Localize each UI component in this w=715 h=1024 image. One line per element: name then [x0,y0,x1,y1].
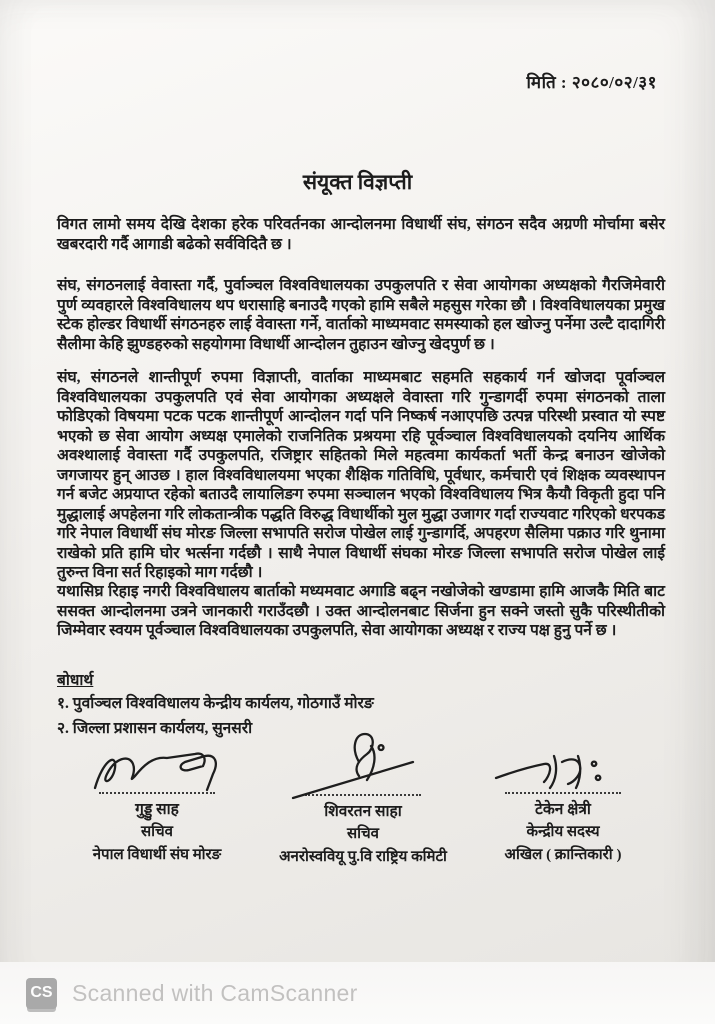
signatory-name: टेकेन क्षेत्री [535,801,591,818]
signatory-title: सचिव [347,826,379,842]
signatory-org: अखिल ( क्रान्तिकारी ) [504,847,622,863]
cc-heading: बोधार्थ [57,672,94,689]
page-title: संयूक्त विज्ञप्ती [302,170,413,194]
signature-3-scribble-icon [478,742,648,798]
signature-3-line [505,792,621,794]
cc-item-1: १. पुर्वाञ्चल विश्वविधालय केन्द्रीय कार्यलय, गोठगाउँ मोरङ [57,695,374,712]
cc-item-2: २. जिल्ला प्रशासन कार्यलय, सुनसरी [57,720,253,737]
paragraph-1: विगत लामो समय देखि देशका हरेक परिवर्तनका आन्दोलनमा विधार्थी संघ, संगठन सदैव अग्रणी मोर्चामा बसेर खबरदारी गर्दै आगाडी बढेको सर्वविदितै छ । [57,216,665,253]
signature-1-line [99,792,215,794]
signatory-title: केन्द्रीय सदस्य [526,824,600,840]
signatory-name: शिवरतन साहा [324,803,402,820]
paragraph-3: संघ, संगठनले शान्तीपूर्ण रुपमा विज्ञाप्ती, वार्ताका माध्यमबाट सहमति सहकार्य गर्न खोजदा पूर्वाञ्चल विश्वविधालयका उपकुलपति एवं सेवा आयोगका अध्यक्षले वेवास्ता गरि गुन्डागर्दी रुपमा संगठनको ताला फोडिएको विषयमा पटक पटक शान्तीपूर्ण आन्दोलन गर्दा पनि निष्कर्ष नआएपछि उत्पन्न परिस्थी प्रस्वात यो स्पष्ट भएको छ सेवा आयोग अध्यक्ष एमालेको राजनितिक प्रश्रयमा रहि पूर्वञ्चाल विश्वविधालयको दयनिय आर्थिक अवश्थालाई वेवास्ता गर्दै उपकुलपति, रजिष्ट्रार सहितको मिले महत्वमा कार्यकर्ता भर्ती केन्द्र बनाउन खोजेको जगजायर हुन् आउछ । हाल विश्वविधालयमा भएका शैक्षिक गतिविधि, पूर्वधार, कर्मचारी एवं शिक्षक व्यवस्थापन गर्न बजेट अप्रयाप्त रहेको बताउदै लायालिङग रुपमा सञ्चालन भएको विश्वविधालय भित्र कैयौ विकृती हुदा पनि मुद्धालाई अपहेलना गरि लोकतान्त्रीक पद्धति विरुद्ध विधार्थीको मुल मुद्धा उजागर गर्दा राज्यवाट गरिएको धरपकड गरि नेपाल विधार्थी संघ मोरङ जिल्ला सभापति सरोज पोखेल लाई गुन्डागर्दि, अपहरण सैलिमा पक्राउ गरि थुनामा राखेको प्रति हामि घोर भर्त्सना गर्दछौ । साथै नेपाल विधार्थी संघका मोरङ जिल्ला सभापति सरोज पोखेल लाई तुरुन्त विना सर्त रिहाइको माग गर्दछौ । [57,369,665,581]
signature-2-scribble-icon [263,728,463,800]
paragraph-2: संघ, संगठनलाई वेवास्ता गर्दै, पुर्वाञ्चल विश्वविधालयका उपकुलपति र सेवा आयोगका अध्यक्षको गैरजिमेवारी पुर्ण व्यवहारले विश्वविधालय थप धरासाहि बनाउदै गएको हामि सबैले महसुस गरेका छौ । विश्वविधालयका प्रमुख स्टेक होल्डर विधार्थी संगठनहरु लाई वेवास्ता गर्ने, वार्ताको माध्यमवाट समस्याको हल खोज्नु पर्नेमा उल्टै दादागिरी सैलीमा केहि झुण्डहरुको सहयोगमा विधार्थी आन्दोलन तुहाउन खोज्नु खेदपुर्ण छ । [57,277,665,353]
signatory-name: गुड्डु साह [135,801,179,818]
camscanner-label: Scanned with CamScanner [72,979,358,1006]
signatory-title: सचिव [141,824,173,840]
paragraph-4: यथासिघ्र रिहाइ नगरी विश्वविधालय बार्ताको मध्यमवाट अगाडि बढ्न नखोजेको खण्डामा हामि आजकै मिति बाट ससक्त आन्दोलनमा उत्रने जानकारी गराउँदछौ । उक्त आन्दोलनबाट सिर्जना हुन सक्ने जस्तो सुकै परिस्थीतीको जिम्मेवार स्वयम पूर्वञ्चाल विश्वविधालयका उपकुलपति, सेवा आयोगका अध्यक्ष र राज्य पक्ष हुनु पर्ने छ । [57,583,665,639]
signature-block-3 [438,742,688,867]
signature-1-scribble-icon [77,740,237,798]
signature-2-line [305,794,421,796]
signatory-org: नेपाल विधार्थी संघ मोरङ [92,847,222,863]
camscanner-logo-icon: CS [26,978,57,1009]
date-label: मिति : २०८०/०२/३१ [526,73,657,92]
signatory-org: अनरोस्ववियू पु.वि राष्ट्रिय कमिटी [279,849,447,865]
camscanner-footer [0,962,715,1024]
